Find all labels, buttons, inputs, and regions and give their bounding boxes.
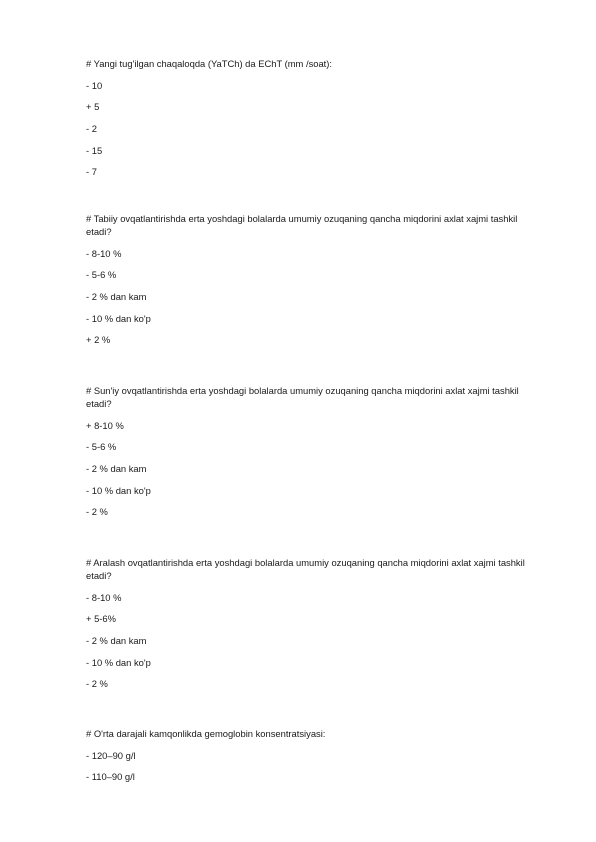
option-item: - 2 % dan kam <box>86 463 147 475</box>
option-item: - 7 <box>86 166 97 178</box>
option-item: - 120–90 g/l <box>86 749 136 761</box>
options-list <box>86 247 526 347</box>
question-block <box>86 57 526 178</box>
question-block <box>86 556 526 690</box>
options-list <box>86 79 526 179</box>
option-item: - 2 % dan kam <box>86 291 147 303</box>
question-block <box>86 384 526 518</box>
options-list <box>86 419 526 519</box>
option-item: - 15 <box>86 144 103 156</box>
options-list <box>86 591 526 691</box>
options-list <box>86 749 526 784</box>
option-item: - 2 % <box>86 678 108 690</box>
question-block <box>86 212 526 346</box>
option-item: - 8-10 % <box>86 247 122 259</box>
question-text: # Aralash ovqatlantirishda erta yoshdagi bolalarda umumiy ozuqaning qancha miqdorini axlat xajmi tashkil etadi? <box>86 557 525 581</box>
question-text: # Sun'iy ovqatlantirishda erta yoshdagi bolalarda umumiy ozuqaning qancha miqdorini axlat xajmi tashkil etadi? <box>86 385 519 409</box>
option-item: - 10 % dan ko'p <box>86 484 151 496</box>
option-item: - 5-6 % <box>86 269 117 281</box>
option-item: - 2 % <box>86 506 108 518</box>
option-item: - 10 % dan ko'p <box>86 312 151 324</box>
question-text: # Tabiiy ovqatlantirishda erta yoshdagi bolalarda umumiy ozuqaning qancha miqdorini axlat xajmi tashkil etadi? <box>86 213 518 237</box>
option-item: - 5-6 % <box>86 441 117 453</box>
option-item: - 2 % dan kam <box>86 635 147 647</box>
option-item: + 5 <box>86 101 100 113</box>
option-item: - 10 <box>86 79 103 91</box>
option-item: + 2 % <box>86 334 111 346</box>
question-text: # Yangi tug'ilgan chaqaloqda (YaTCh) da EChT (mm /soat): <box>86 58 333 69</box>
option-item: - 2 <box>86 123 97 135</box>
option-item: - 110–90 g/l <box>86 771 135 783</box>
question-block <box>86 727 526 783</box>
question-text: # O'rta darajali kamqonlikda gemoglobin konsentratsiyasi: <box>86 728 326 739</box>
option-item: + 5-6% <box>86 613 116 625</box>
option-item: - 8-10 % <box>86 591 122 603</box>
option-item: - 10 % dan ko'p <box>86 656 151 668</box>
option-item: + 8-10 % <box>86 419 124 431</box>
